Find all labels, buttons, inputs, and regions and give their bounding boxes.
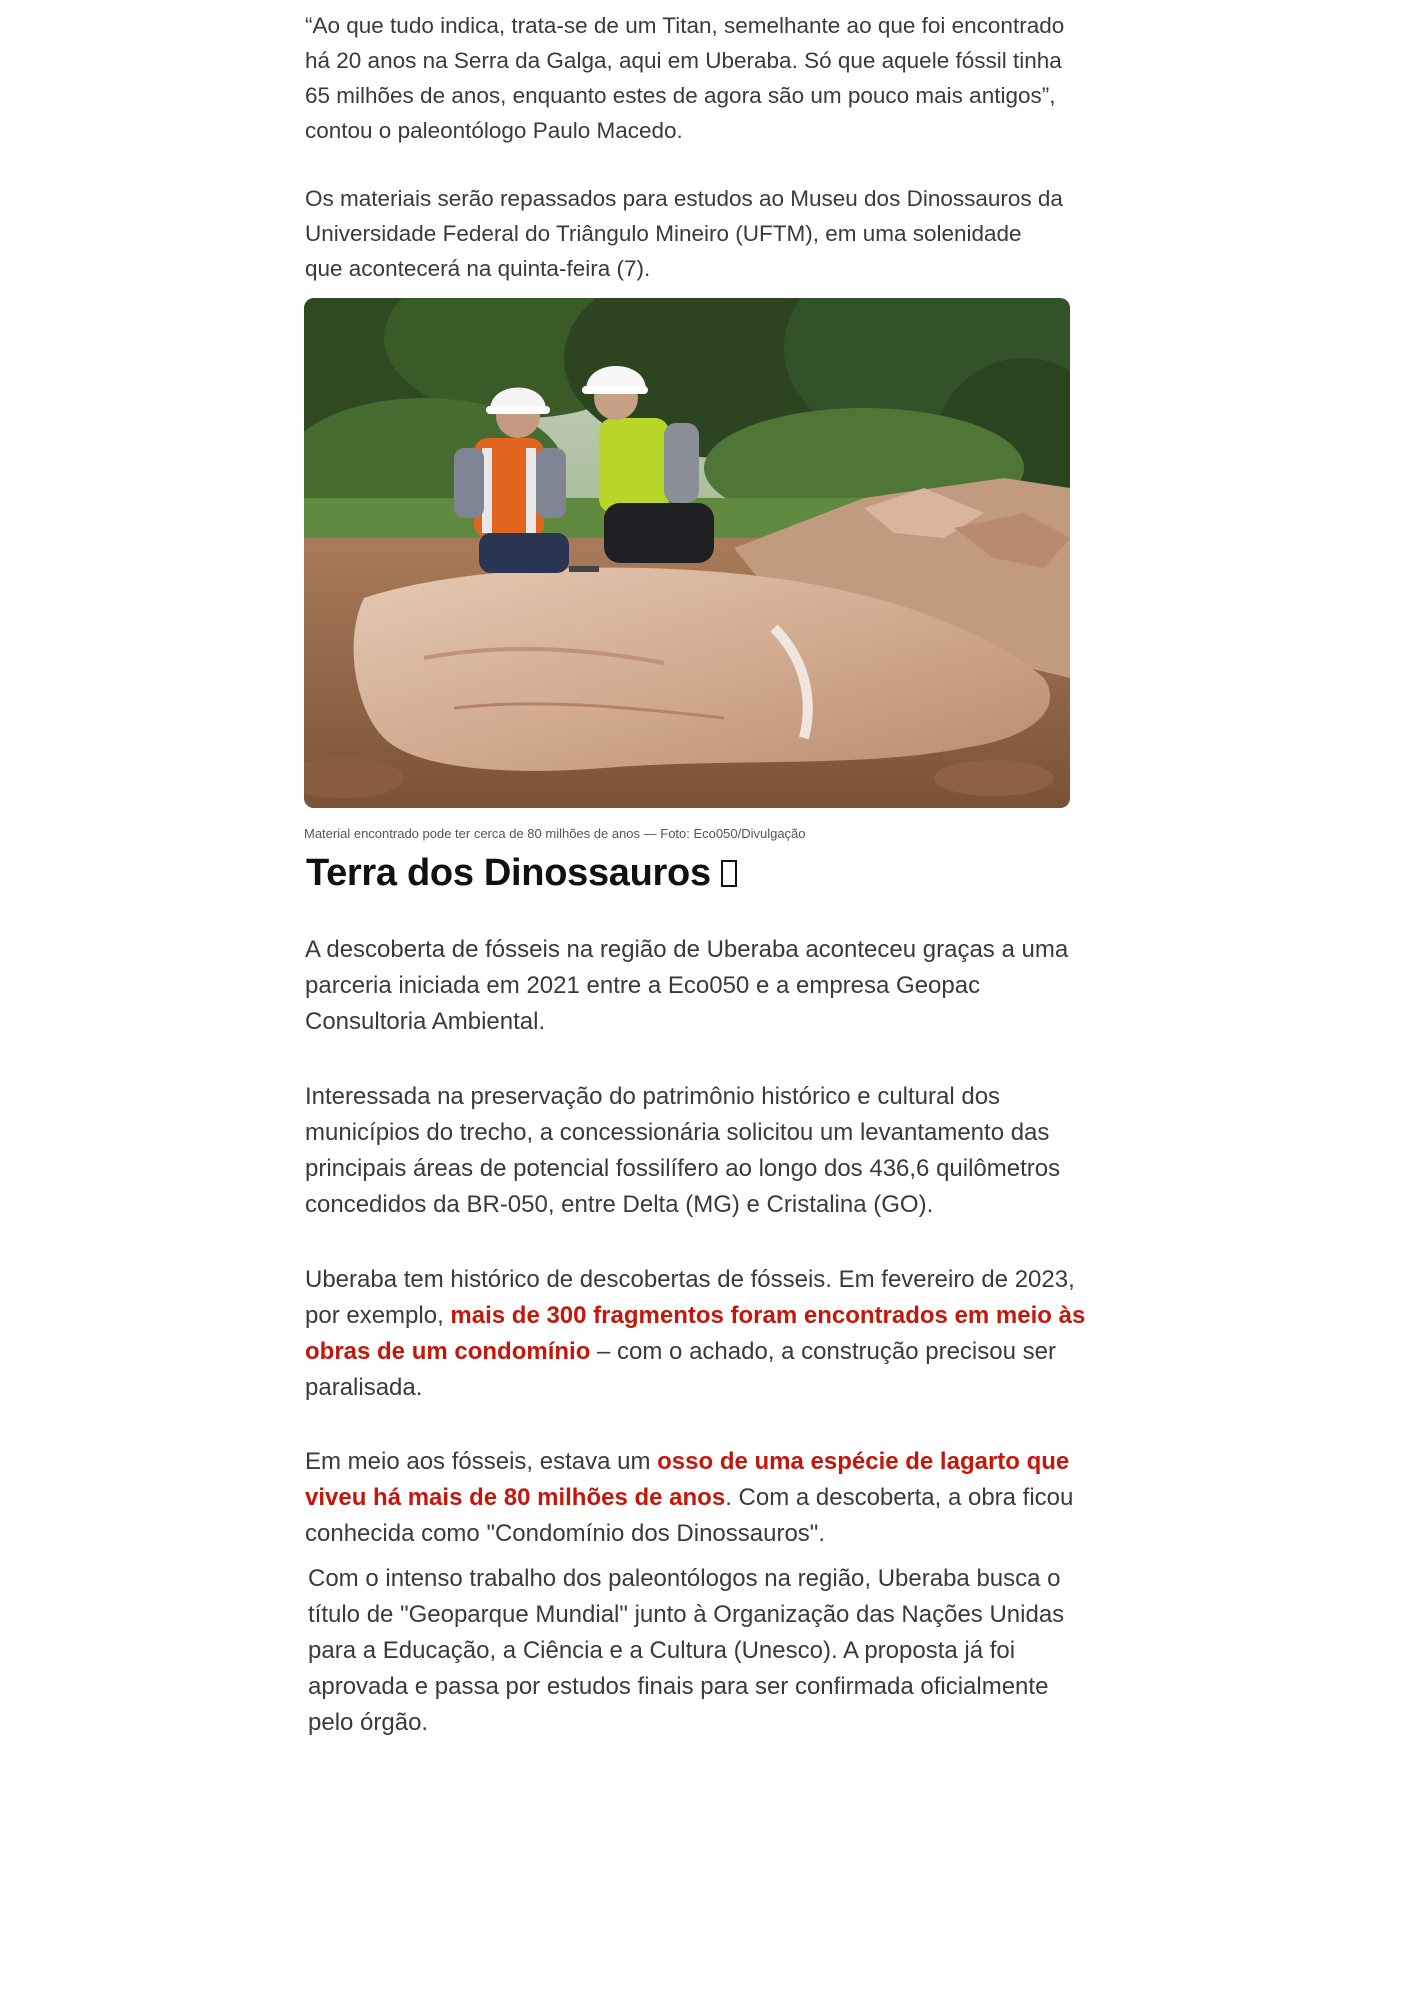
paragraph-partnership: A descoberta de fósseis na região de Uberaba aconteceu graças a uma parceria iniciada em 2021 entre a Eco050 e a empresa Geopac Consultoria Ambiental. bbox=[305, 936, 1069, 1035]
paragraph-geopark: Com o intenso trabalho dos paleontólogos na região, Uberaba busca o título de "Geoparque Mundial" junto à Organização das Nações Unidas para a Educação, a Ciência e a Cultura (Unesco). A proposta já foi aprovada e passa por estudos finais para ser confirmada oficialmente pelo órgão. bbox=[308, 1565, 1065, 1736]
lizard-text-before: Em meio aos fósseis, estava um bbox=[305, 1448, 658, 1475]
museum-paragraph: Os materiais serão repassados para estudos ao Museu dos Dinossauros da Universidade Federal do Triângulo Mineiro (UFTM), em uma solenidade que acontecerá na quinta-feira (7). bbox=[305, 186, 1063, 281]
photo-paleontologists-fossil bbox=[304, 298, 1070, 808]
section-heading-text: Terra dos Dinossauros bbox=[306, 852, 711, 894]
photo-caption: Material encontrado pode ter cerca de 80 milhões de anos — Foto: Eco050/Divulgação bbox=[304, 826, 806, 841]
article-photo[interactable] bbox=[304, 298, 1070, 808]
paragraph-history bbox=[305, 1262, 1095, 1406]
condominio-link[interactable]: mais de 300 fragmentos foram encontrados em meio às obras de um condomínio bbox=[305, 1302, 1086, 1365]
paragraph-preservation: Interessada na preservação do patrimônio histórico e cultural dos municípios do trecho, a concessionária solicitou um levantamento das principais áreas de potencial fossilífero ao longo dos 436,6 quilômetros concedidos da BR-050, entre Delta (MG) e Cristalina (GO). bbox=[305, 1083, 1061, 1218]
missing-glyph-icon bbox=[721, 860, 737, 887]
section-heading bbox=[306, 852, 737, 895]
quote-paragraph: “Ao que tudo indica, trata-se de um Titan, semelhante ao que foi encontrado há 20 anos na Serra da Galga, aqui em Uberaba. Só que aquele fóssil tinha 65 milhões de anos, enquanto estes de agora são um pouco mais antigos”, contou o paleontólogo Paulo Macedo. bbox=[305, 13, 1065, 143]
history-text-after: – com o achado, a construção precisou ser paralisada. bbox=[305, 1338, 1056, 1401]
lizard-text-after: . Com a descoberta, a obra ficou conhecida como "Condomínio dos Dinossauros". bbox=[305, 1484, 1074, 1547]
lizard-link[interactable]: osso de uma espécie de lagarto que viveu há mais de 80 milhões de anos bbox=[305, 1448, 1070, 1511]
history-text-before: Uberaba tem histórico de descobertas de fósseis. Em fevereiro de 2023, por exemplo, bbox=[305, 1266, 1075, 1329]
paragraph-lizard bbox=[305, 1444, 1095, 1552]
